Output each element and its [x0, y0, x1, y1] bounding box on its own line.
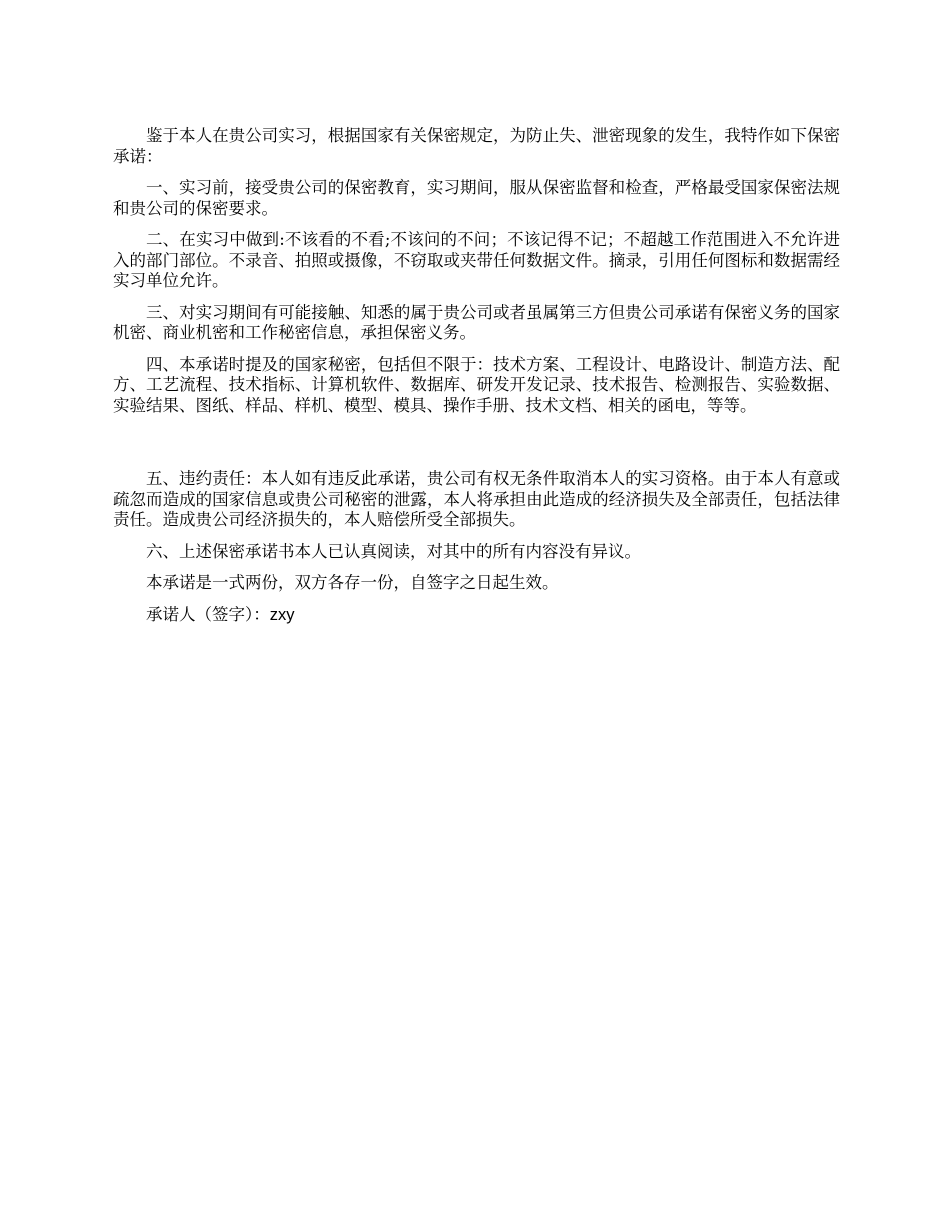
clause-4-paragraph: 四、本承诺时提及的国家秘密，包括但不限于：技术方案、工程设计、电路设计、制造方法、配方、工艺流程、技术指标、计算机软件、数据库、研发开发记录、技术报告、检测报告、实验数据、实验结果、图纸、样品、样机、模型、模具、操作手册、技术文档、相关的函电，等等。 [113, 354, 840, 415]
clause-6-paragraph: 六、上述保密承诺书本人已认真阅读，对其中的所有内容没有异议。 [146, 541, 641, 561]
signature-line [113, 605, 840, 626]
clause-5-paragraph: 五、违约责任：本人如有违反此承诺，贵公司有权无条件取消本人的实习资格。由于本人有意或疏忽而造成的国家信息或贵公司秘密的泄露，本人将承担由此造成的经济损失及全部责任，包括法律责任。造成贵公司经济损失的，本人赔偿所受全部损失。 [113, 469, 840, 529]
signature-name: zxy [269, 605, 295, 624]
document-body [113, 126, 840, 636]
clause-1-paragraph: 一、实习前，接受贵公司的保密教育，实习期间，服从保密监督和检查，严格最受国家保密法规和贵公司的保密要求。 [113, 178, 840, 218]
clause-2-paragraph: 二、在实习中做到:不该看的不看;不该问的不问；不该记得不记；不超越工作范围进入不允许进入的部门部位。不录音、拍照或摄像，不窃取或夹带任何数据文件。摘录，引用任何图标和数据需经实习单位允许。 [113, 230, 840, 290]
clause-3-paragraph: 三、对实习期间有可能接触、知悉的属于贵公司或者虽属第三方但贵公司承诺有保密义务的国家机密、商业机密和工作秘密信息，承担保密义务。 [113, 302, 840, 342]
signature-label: 承诺人（签字）： [146, 604, 270, 624]
intro-paragraph: 鉴于本人在贵公司实习，根据国家有关保密规定，为防止失、泄密现象的发生，我特作如下保密承诺： [113, 126, 840, 166]
validity-paragraph: 本承诺是一式两份，双方各存一份，自签字之日起生效。 [146, 573, 559, 592]
